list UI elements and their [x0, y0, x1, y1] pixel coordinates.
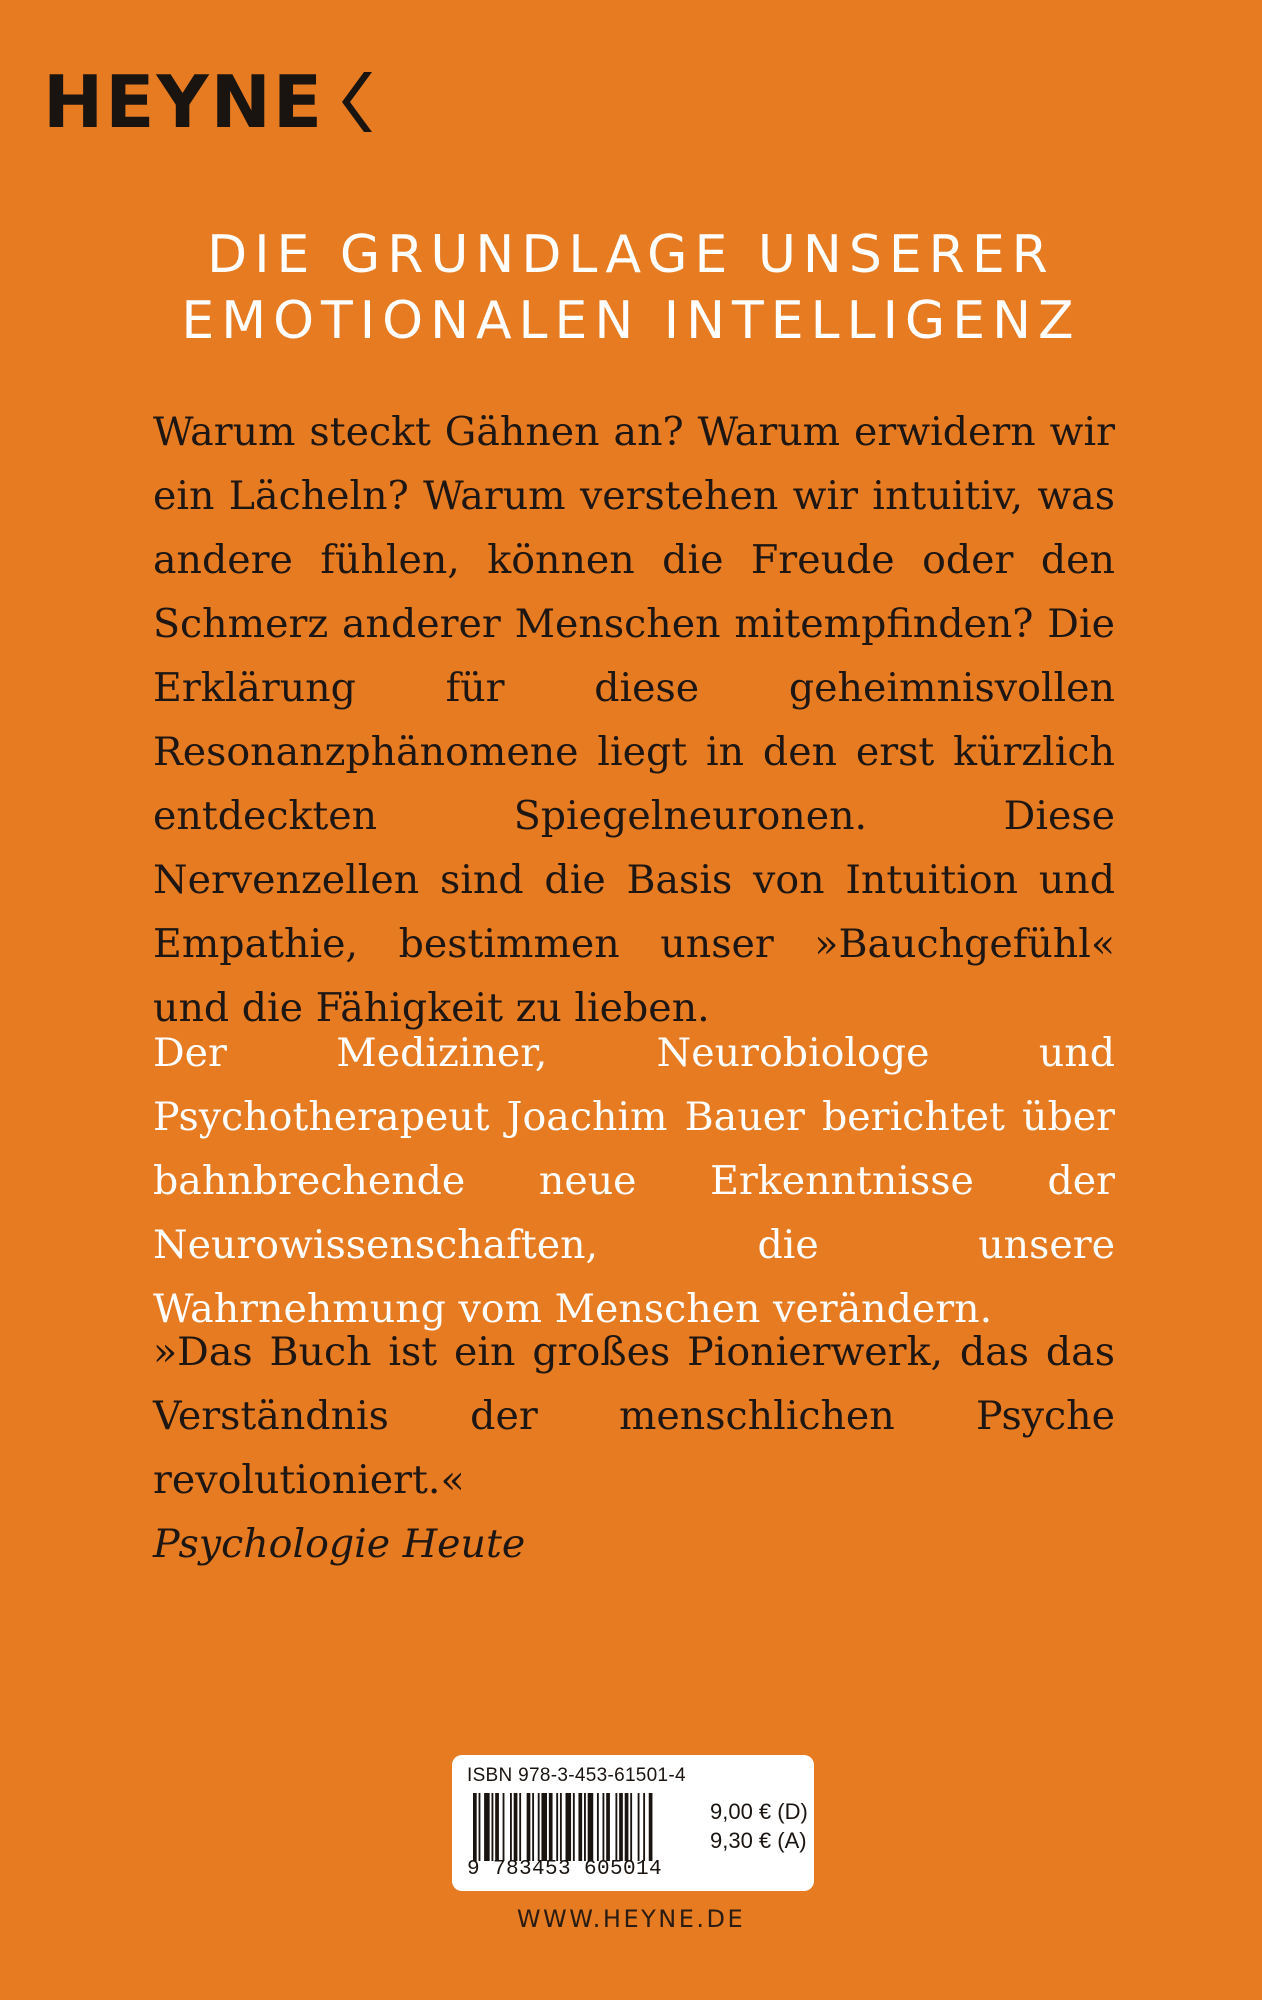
press-quote-source: Psychologie Heute [153, 1521, 526, 1567]
price-list [710, 1797, 808, 1855]
chevron-left-icon [338, 72, 372, 132]
headline-line-1: DIE GRUNDLAGE UNSERER [207, 225, 1055, 285]
press-quote [153, 1320, 1115, 1576]
press-quote-text: »Das Buch ist ein großes Pionierwerk, das das Verständnis der menschlichen Psyche revolutioniert.« [153, 1329, 1115, 1503]
publisher-logo [43, 62, 372, 142]
blurb-paragraph-1: Warum steckt Gähnen an? Warum erwidern wir ein Lächeln? Warum verstehen wir intuitiv, was andere fühlen, können die Freude oder den Schmerz anderer Menschen mitempfinden? Die Erklärung für diese geheimnisvollen Resonanzphänomene liegt in den erst kürzlich entdeckten Spiegelneuronen. Diese Nervenzellen sind die Basis von Intuition und Empathie, bestimmen unser »Bauchgefühl« und die Fähigkeit zu lieben. [153, 409, 1115, 1031]
publisher-name: HEYNE [43, 60, 325, 144]
blurb-paragraph-2: Der Mediziner, Neurobiologe und Psychotherapeut Joachim Bauer berichtet über bahnbrechende neue Erkenntnisse der Neurowissenschaften, die unsere Wahrnehmung vom Menschen verändern. [153, 1030, 1115, 1332]
barcode-label [452, 1755, 814, 1891]
isbn-number: ISBN 978-3-453-61501-4 [467, 1765, 686, 1786]
cover-headline [0, 222, 1262, 354]
headline-line-2: EMOTIONALEN INTELLIGENZ [181, 291, 1081, 351]
price-germany: 9,00 € (D) [710, 1799, 808, 1824]
publisher-website: WWW.HEYNE.DE [516, 1905, 746, 1933]
barcode-icon [471, 1793, 703, 1861]
price-austria: 9,30 € (A) [710, 1828, 807, 1853]
barcode-digits: 9 783453 605014 [467, 1858, 663, 1881]
